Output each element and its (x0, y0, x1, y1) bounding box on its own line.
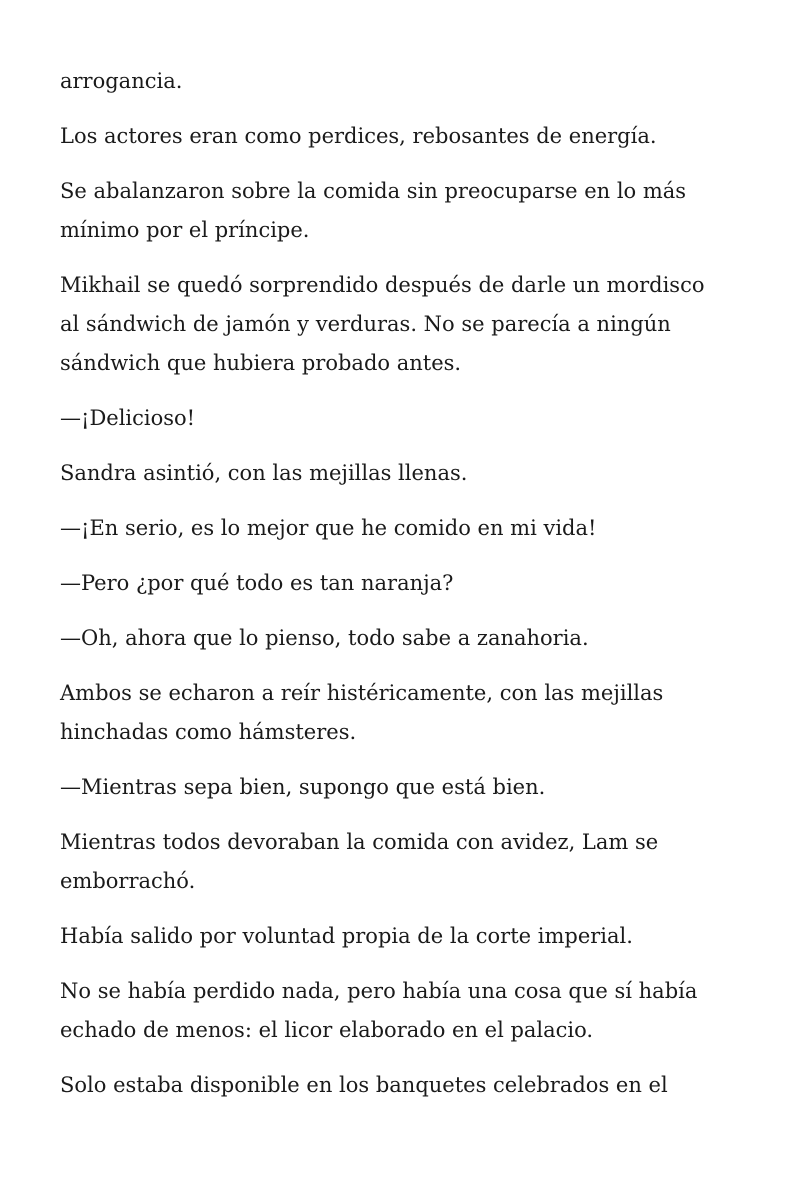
text-line: Se abalanzaron sobre la comida sin preocuparse en lo más (60, 179, 687, 203)
paragraph (60, 917, 750, 956)
text-line: mínimo por el príncipe. (60, 218, 310, 242)
paragraph (60, 823, 750, 901)
paragraph (60, 117, 750, 156)
text-line: —Pero ¿por qué todo es tan naranja? (60, 571, 454, 595)
paragraph (60, 674, 750, 752)
text-line: echado de menos: el licor elaborado en el palacio. (60, 1018, 594, 1042)
paragraph (60, 564, 750, 603)
text-line: Mikhail se quedó sorprendido después de darle un mordisco (60, 273, 705, 297)
text-line: No se había perdido nada, pero había una cosa que sí había (60, 979, 698, 1003)
reader-page (60, 62, 750, 1121)
paragraph (60, 1066, 750, 1105)
paragraph (60, 509, 750, 548)
text-line: Mientras todos devoraban la comida con avidez, Lam se (60, 830, 659, 854)
text-line: Los actores eran como perdices, rebosantes de energía. (60, 124, 657, 148)
paragraph (60, 62, 750, 101)
text-line: emborrachó. (60, 869, 196, 893)
paragraph (60, 172, 750, 250)
text-line: Sandra asintió, con las mejillas llenas. (60, 461, 468, 485)
text-line: hinchadas como hámsteres. (60, 720, 357, 744)
paragraph (60, 768, 750, 807)
text-line: —Oh, ahora que lo pienso, todo sabe a zanahoria. (60, 626, 589, 650)
text-line: Solo estaba disponible en los banquetes celebrados en el (60, 1073, 668, 1097)
paragraph (60, 619, 750, 658)
text-line: sándwich que hubiera probado antes. (60, 351, 462, 375)
text-line: —Mientras sepa bien, supongo que está bien. (60, 775, 546, 799)
paragraph (60, 399, 750, 438)
text-line: Había salido por voluntad propia de la corte imperial. (60, 924, 633, 948)
text-line: al sándwich de jamón y verduras. No se parecía a ningún (60, 312, 671, 336)
text-line: arrogancia. (60, 69, 183, 93)
paragraph (60, 972, 750, 1050)
text-line: —¡Delicioso! (60, 406, 196, 430)
text-line: —¡En serio, es lo mejor que he comido en mi vida! (60, 516, 597, 540)
text-line: Ambos se echaron a reír histéricamente, con las mejillas (60, 681, 664, 705)
paragraph (60, 454, 750, 493)
paragraph (60, 266, 750, 383)
